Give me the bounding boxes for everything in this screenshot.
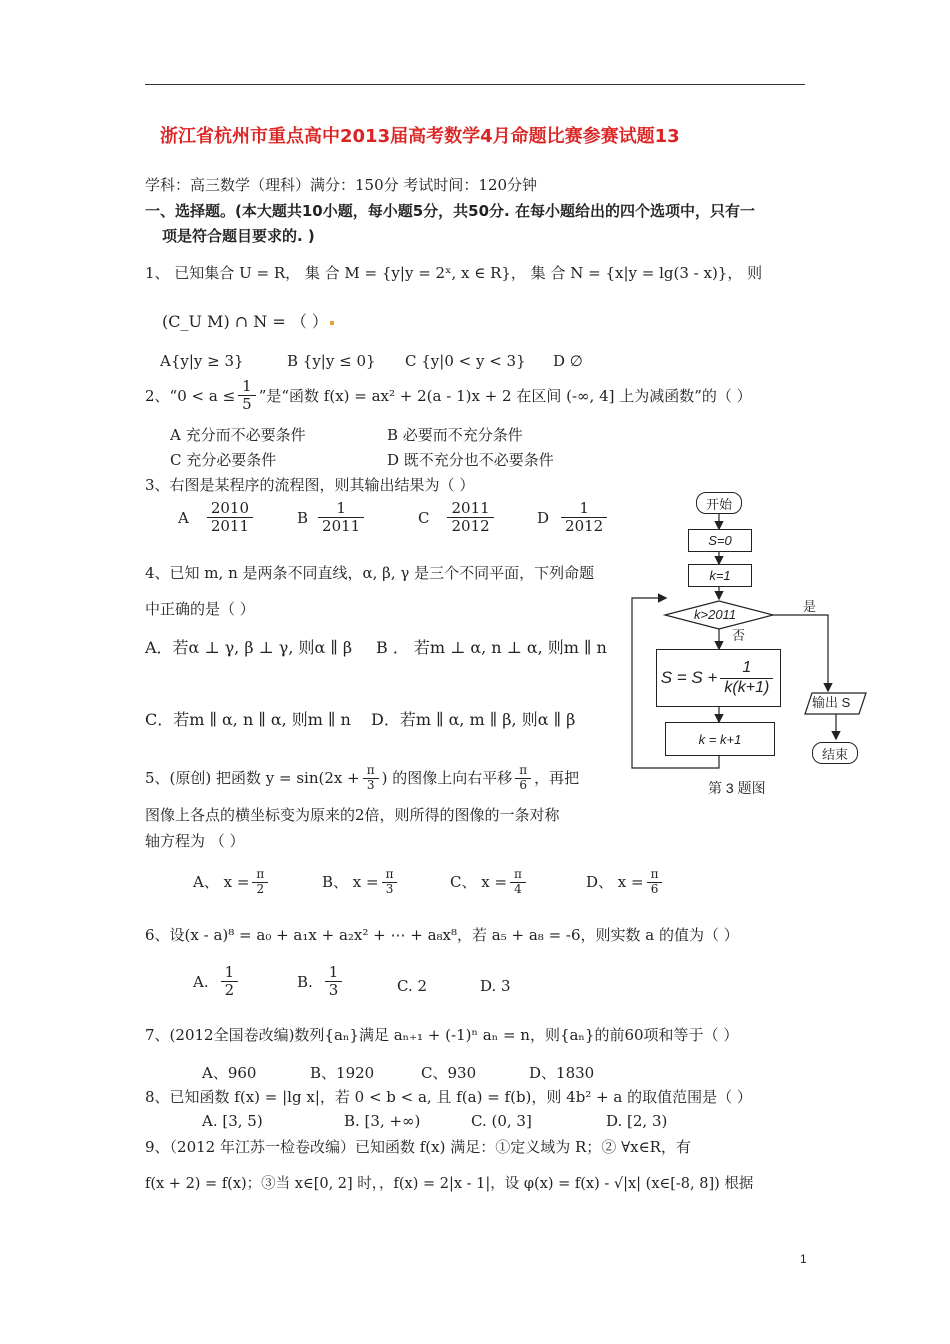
q1-stem-2: (C_U M) ∩ N = （ ） xyxy=(162,312,334,331)
q4-option-a: A．若α ⊥ γ, β ⊥ γ, 则α ∥ β xyxy=(145,638,353,657)
document-title: 浙江省杭州市重点高中2013届高考数学4月命题比赛参赛试题13 xyxy=(160,126,680,147)
flowchart-init-s: S=0 xyxy=(688,529,752,552)
q8-option-d: D. [2, 3) xyxy=(606,1112,668,1130)
q2-option-b: B 必要而不充分条件 xyxy=(387,426,523,444)
q3-option-b: B $\frac{1}{2011}$ xyxy=(297,500,367,536)
q1-option-c: C {y|0 < y < 3} xyxy=(405,352,526,370)
q1-option-a: A{y|y ≥ 3} xyxy=(160,352,244,370)
q5-stem-3: 轴方程为 （ ） xyxy=(145,832,245,850)
flowchart-init-k: k=1 xyxy=(688,564,752,587)
q2-stem: 2、“0 < a ≤ $\frac{1}{5}$ ”是“函数 f(x) = ax² + 2(a - 1)x + 2 在区间 (-∞, 4] 上为减函数”的（ ） xyxy=(145,377,752,414)
q7-option-c: C、930 xyxy=(421,1064,477,1082)
q2-fraction: $\frac{1}{5}$ xyxy=(238,378,256,414)
q8-option-a: A. [3, 5) xyxy=(202,1112,263,1130)
q9-stem-2: f(x + 2) = f(x)；③当 x∈[0, 2] 时，，f(x) = 2|x - 1|，设 φ(x) = f(x) - √|x| (x∈[-8, 8]) 根据 xyxy=(145,1176,754,1192)
section-heading-2: 项是符合题目要求的. ) xyxy=(162,227,315,245)
q6-option-a: A. $\frac{1}{2}$ xyxy=(193,964,241,1000)
q5-stem-2: 图像上各点的横坐标变为原来的2倍，则所得的图像的一条对称 xyxy=(145,806,560,824)
flowchart-condition: k>2011 xyxy=(694,607,737,622)
q6-option-c: C. 2 xyxy=(397,977,428,995)
q4-option-b: B ． 若m ⊥ α, n ⊥ α, 则m ∥ n xyxy=(376,638,607,657)
q3-stem: 3、右图是某程序的流程图，则其输出结果为（ ） xyxy=(145,476,475,494)
q2-option-d: D 既不充分也不必要条件 xyxy=(387,451,554,469)
q4-option-d: D．若m ∥ α, m ∥ β, 则α ∥ β xyxy=(371,710,576,729)
flowchart-output: 输出 S xyxy=(812,695,851,710)
flowchart-assign-num: 1 xyxy=(720,659,773,678)
section-heading-1: 一、选择题。(本大题共10小题，每小题5分，共50分. 在每小题给出的四个选项中，只有一 xyxy=(145,202,755,220)
q5-option-c: C、 x = $\frac{\pi}{4}$ xyxy=(450,868,529,897)
q2-option-c: C 充分必要条件 xyxy=(170,451,277,469)
q8-stem: 8、已知函数 f(x) = |lg x|，若 0 < b < a, 且 f(a) = f(b)，则 4b² + a 的取值范围是（ ） xyxy=(145,1088,752,1106)
q1-option-b: B {y|y ≤ 0} xyxy=(287,352,376,370)
flowchart-assign-den: k(k+1) xyxy=(724,678,770,696)
flowchart-no-label: 否 xyxy=(732,628,746,643)
q9-stem-1: 9、（2012 年江苏一检卷改编）已知函数 f(x) 满足：①定义域为 R；② ∀x∈R，有 xyxy=(145,1138,691,1156)
q8-option-b: B. [3, +∞) xyxy=(344,1112,421,1130)
q5-option-b: B、 x = $\frac{\pi}{3}$ xyxy=(322,868,400,897)
q5-stem: 5、(原创) 把函数 y = sin(2x + $\frac{\pi}{3}$ ) 的图像上向右平移 $\frac{\pi}{6}$ ，再把 xyxy=(145,763,580,792)
flowchart-yes-label: 是 xyxy=(803,599,817,614)
q3-option-d: D $\frac{1}{2012}$ xyxy=(537,500,610,536)
q1-stem: 1、 已知集合 U = R， 集 合 M = {y|y = 2ˣ, x ∈ R}， 集 合 N = {x|y = lg(3 - x)}， 则 xyxy=(145,264,763,282)
flowchart-start: 开始 xyxy=(696,492,742,514)
flowchart-assign-box xyxy=(656,649,781,707)
q4-stem-1: 4、已知 m, n 是两条不同直线，α, β, γ 是三个不同平面，下列命题 xyxy=(145,564,595,582)
q7-option-d: D、1830 xyxy=(529,1064,595,1082)
q7-option-a: A、960 xyxy=(202,1064,257,1082)
q5-option-d: D、 x = $\frac{\pi}{6}$ xyxy=(586,868,665,897)
q6-stem: 6、设(x - a)⁸ = a₀ + a₁x + a₂x² + ⋯ + a₈x⁸，若 a₅ + a₈ = -6，则实数 a 的值为（ ） xyxy=(145,926,739,944)
q5-option-a: A、 x = $\frac{\pi}{2}$ xyxy=(193,868,271,897)
q8-option-c: C. (0, 3] xyxy=(471,1112,532,1130)
q4-option-c: C．若m ∥ α, n ∥ α, 则m ∥ n xyxy=(145,710,351,729)
q7-option-b: B、1920 xyxy=(310,1064,375,1082)
q6-option-d: D. 3 xyxy=(480,977,511,995)
exam-info: 学科：高三数学（理科）满分：150分 考试时间：120分钟 xyxy=(145,176,538,194)
q3-option-c: C $\frac{2011}{2012}$ xyxy=(418,500,497,536)
flowchart-increment: k = k+1 xyxy=(665,722,775,756)
q1-option-d: D ∅ xyxy=(553,352,583,370)
page-number: 1 xyxy=(800,1252,807,1266)
flowchart-caption: 第 3 题图 xyxy=(708,780,766,796)
q4-stem-2: 中正确的是（ ） xyxy=(145,600,255,618)
q6-option-b: B. $\frac{1}{3}$ xyxy=(297,964,345,1000)
q3-option-a: A $\frac{2010}{2011}$ xyxy=(178,500,256,536)
flowchart-end: 结束 xyxy=(812,742,858,764)
q7-stem: 7、(2012全国卷改编)数列{aₙ}满足 aₙ₊₁ + (-1)ⁿ aₙ = n，则{aₙ}的前60项和等于（ ） xyxy=(145,1026,739,1044)
flowchart-assign-lhs: S = S + xyxy=(660,668,718,687)
q2-option-a: A 充分而不必要条件 xyxy=(170,426,306,444)
